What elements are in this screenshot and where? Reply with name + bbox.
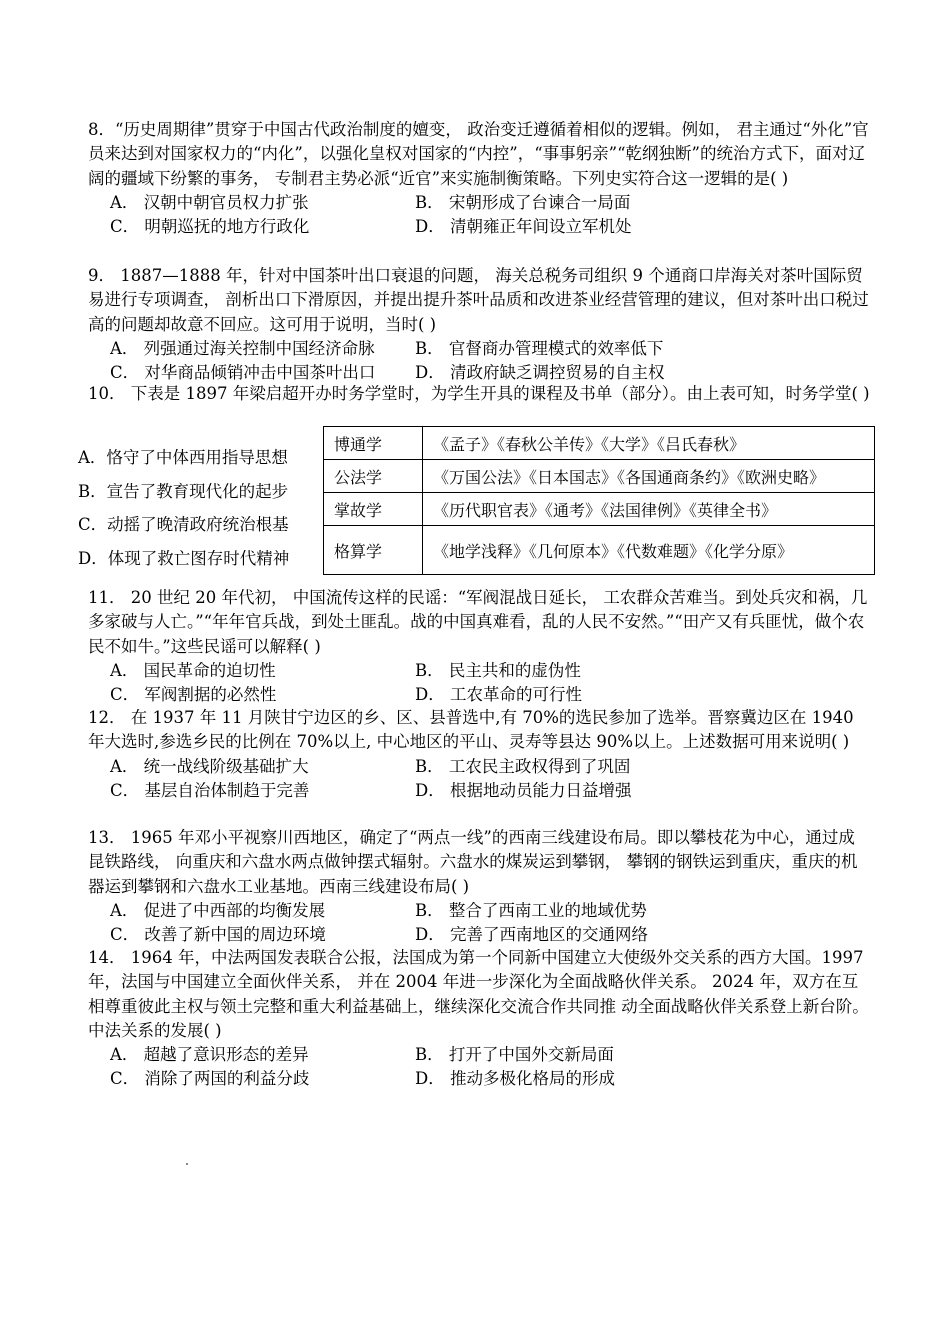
option-d: D． 根据地动员能力日益增强 [415,780,632,800]
question-14-stem: 14． 1964 年，中法两国发表联合公报，法国成为第一个同新中国建立大使级外交关系的西方大国。1997 年，法国与中国建立全面伙伴关系， 并在 2004 年进一步深化为全面战略伙伴关系。 2024 年，双方在互相尊重彼此主权与领土完整和重大利益基础上，继续深化交流合作共同推 动全面战略伙伴关系登上新台阶。中法关系的发展( ) [88,948,869,1040]
scan-dot [186,1163,188,1165]
option-c: C．动摇了晚清政府统治根基 [78,515,289,534]
table-cell-books: 《孟子》《春秋公羊传》《大学》《吕氏春秋》 [423,427,875,460]
table-cell-books: 《万国公法》《日本国志》《各国通商条约》《欧洲史略》 [423,460,875,493]
question-13 [88,826,870,947]
option-b: B．宣告了教育现代化的起步 [78,481,289,501]
option-d: D． 清朝雍正年间设立军机处 [415,217,632,237]
option-a: A． 超越了意识形态的差异 [110,1045,309,1065]
question-12-options [88,755,870,804]
table-cell-books: 《历代职官表》《通考》《法国律例》《英律全书》 [423,493,875,526]
option-b: B． 民主共和的虚伪性 [415,660,581,680]
option-c: C． 军阀割据的必然性 [110,685,277,705]
option-b: B． 打开了中国外交新局面 [415,1045,614,1065]
table-row [324,460,875,493]
question-10 [88,382,870,406]
option-d: D． 完善了西南地区的交通网络 [415,925,648,945]
table-cell-category: 掌故学 [324,493,423,526]
table-cell-books: 《地学浅释》《几何原本》《代数难题》《化学分原》 [423,526,875,575]
option-b: B． 官督商办管理模式的效率低下 [415,338,664,358]
question-11-stem: 11． 20 世纪 20 年代初， 中国流传这样的民谣：“军阀混战日延长， 工农群众苦难当。到处兵灾和祸，几多家破与人亡。”“年年官兵战，到处土匪乱。战的中国真难看，乱的人民不安然。”“田产又有兵匪忧，做个农民不如牛。”这些民谣可以解释( ) [88,588,868,656]
option-d: D． 工农革命的可行性 [415,685,582,705]
question-10-options [78,441,323,575]
option-a: A． 汉朝中朝官员权力扩张 [110,192,309,212]
curriculum-table [323,426,875,575]
option-a: A．恪守了中体西用指导思想 [78,448,288,467]
option-a: A． 统一战线阶级基础扩大 [110,756,309,776]
question-13-options [88,899,870,948]
table-row [324,493,875,526]
option-c: C． 基层自治体制趋于完善 [110,780,310,800]
option-a: A． 国民革命的迫切性 [110,660,276,680]
option-a: A． 促进了中西部的均衡发展 [110,900,326,920]
question-14-options [88,1043,870,1092]
option-b: B． 整合了西南工业的地域优势 [415,900,647,920]
table-cell-category: 格算学 [324,526,423,575]
option-a: A． 列强通过海关控制中国经济命脉 [110,338,375,358]
option-c: C． 对华商品倾销冲击中国茶叶出口 [110,363,376,383]
option-d: D．体现了救亡图存时代精神 [78,548,290,568]
question-13-stem: 13． 1965 年邓小平视察川西地区，确定了“两点一线”的西南三线建设布局。即以攀枝花为中心，通过成昆铁路线， 向重庆和六盘水两点做钟摆式辐射。六盘水的煤炭运到攀钢， 攀钢的钢铁运到重庆，重庆的机器运到攀钢和六盘水工业基地。西南三线建设布局( ) [88,828,858,896]
question-8 [88,118,870,239]
question-8-stem: 8．“历史周期律”贯穿于中国古代政治制度的嬗变， 政治变迁遵循着相似的逻辑。例如， 君主通过“外化”官员来达到对国家权力的“内化”，以强化皇权对国家的“内控”，“事事躬亲”“乾纲独断”的统治方式下，面对辽阔的疆域下纷繁的事务， 专制君主势必派“近官”来实施制衡策略。下列史实符合这一逻辑的是( ) [88,120,869,188]
question-8-options [88,191,870,240]
question-12 [88,706,870,803]
question-12-stem: 12． 在 1937 年 11 月陕甘宁边区的乡、区、县普选中,有 70%的选民参加了选举。晋察冀边区在 1940 年大选时,参选乡民的比例在 70%以上, 中心地区的平山、灵寿等县达 90%以上。上述数据可用来说明( ) [88,708,854,752]
table-row [324,427,875,460]
table-cell-category: 公法学 [324,460,423,493]
question-10-stem: 10． 下表是 1897 年梁启超开办时务学堂时，为学生开具的课程及书单（部分）。由上表可知，时务学堂( ) [88,384,870,403]
question-11 [88,586,870,707]
question-9 [88,264,870,385]
table-cell-category: 博通学 [324,427,423,460]
option-c: C． 改善了新中国的周边环境 [110,925,326,945]
option-b: B． 工农民主政权得到了巩固 [415,756,631,776]
question-9-options [88,337,870,386]
question-9-stem: 9． 1887—1888 年，针对中国茶叶出口衰退的问题， 海关总税务司组织 9 个通商口岸海关对茶叶国际贸易进行专项调查， 剖析出口下滑原因，并提出提升茶叶品质和改进茶业经营管理的建议，但对茶叶出口税过高的问题却故意不回应。这可用于说明，当时( ) [88,266,869,334]
option-c: C． 消除了两国的利益分歧 [110,1069,310,1089]
question-14 [88,946,870,1092]
option-d: D． 清政府缺乏调控贸易的自主权 [415,363,665,383]
option-c: C． 明朝巡抚的地方行政化 [110,217,310,237]
option-d: D． 推动多极化格局的形成 [415,1069,615,1089]
option-b: B． 宋朝形成了台谏合一局面 [415,192,631,212]
table-row [324,526,875,575]
question-11-options [88,659,870,708]
